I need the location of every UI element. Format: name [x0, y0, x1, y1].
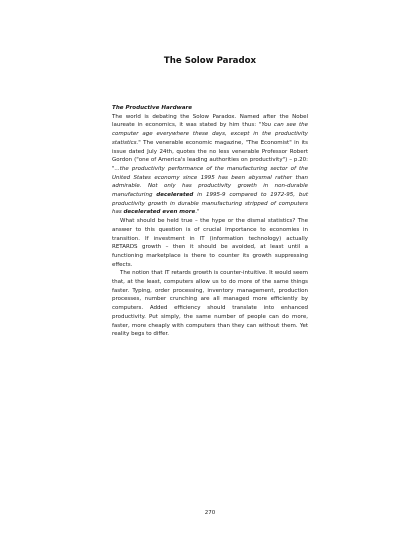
gordon-quote-part-1: ...the productivity performance of the manufacturing sector of the United States economy since 1995 has been abysmal rather than admirable. Not only has productivity growth in non-durable manufacturing	[112, 165, 308, 199]
article-body	[112, 104, 308, 339]
paragraph-1-text-b: " The venerable economic magazine, "The Economist" in its issue dated July 24th, quotes the no less venerable Professor Robert Gordon ("one of America's leading authorities on productivity") – p.20: "	[112, 139, 308, 172]
paragraph-1-text-a: The world is debating the Solow Paradox. Named after the Nobel laureate in economics, it was stated by him thus: "	[112, 113, 308, 129]
gordon-quote-part-2: in 1995-9 compared to 1972-95, but productivity growth in durable manufacturing stripped of computers has	[112, 192, 308, 216]
gordon-quote-emphasis-1: decelerated	[156, 192, 194, 199]
page-number: 270	[204, 510, 216, 516]
page-title: The Solow Paradox	[163, 56, 257, 66]
paragraph-2: What should be held true – the hype or the dismal statistics? The answer to this question is of crucial importance to economies in transition. If investment in IT (information technology) actually RETARDS growth – then it should be avoided, at least until a functioning marketplace is there to counter its growth suppressing effects.	[112, 218, 308, 268]
gordon-quote-emphasis-2: decelerated even more	[123, 209, 196, 216]
section-heading: The Productive Hardware	[112, 105, 193, 111]
paragraph-3: The notion that IT retards growth is counter-intuitive. It would seem that, at the least, computers allow us to do more of the same things faster. Typing, order processing, inventory management, production processes, number crunching are all managed more efficiently by computers. Added efficiency should translate into enhanced productivity. Put simply, the same number of people can do more, faster, more cheaply with computers than they can without them. Yet reality begs to differ.	[112, 270, 308, 338]
paragraph-1	[112, 113, 308, 217]
solow-quote: You can see the computer age everywhere these days, except in the productivity statistics.	[112, 122, 308, 146]
paragraph-1-text-c: ."	[195, 209, 200, 216]
